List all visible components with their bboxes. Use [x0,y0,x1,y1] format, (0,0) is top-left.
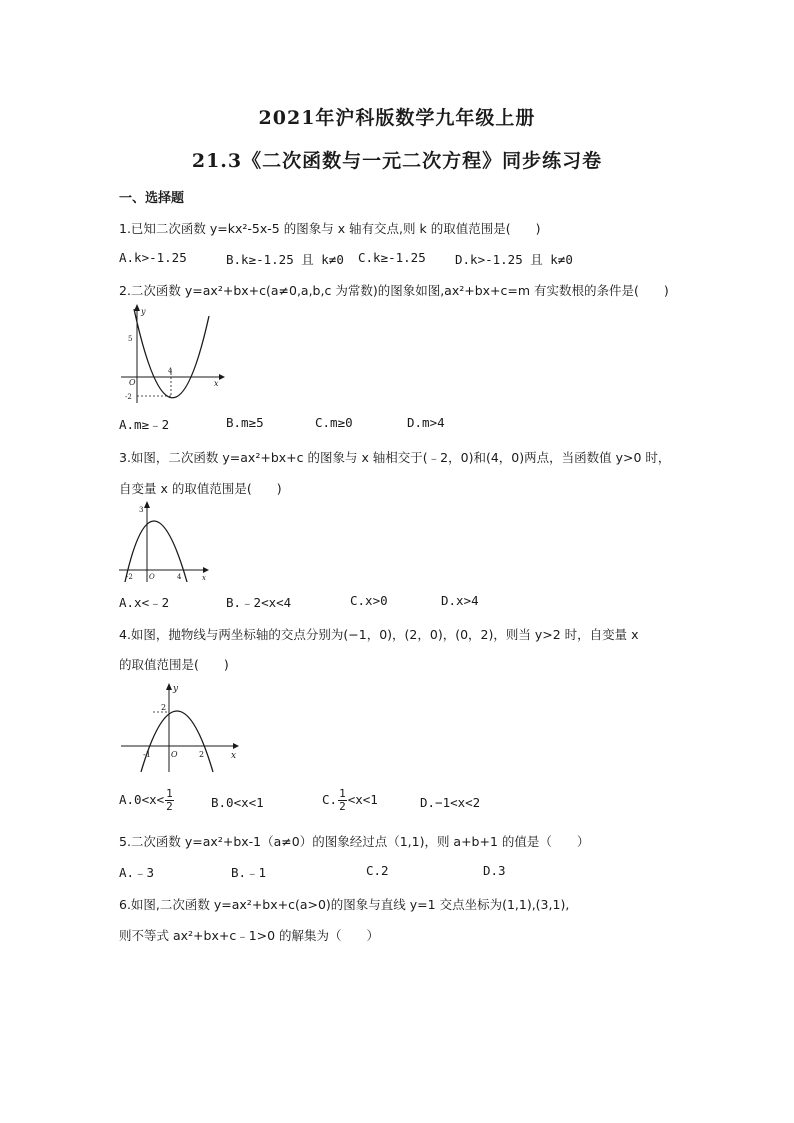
question-4-parabola-figure [117,680,243,776]
question-6-stem-line2: 则不等式 ax²+bx+c﹣1>0 的解集为（ ） [119,928,380,943]
y-tick-3: 3 [139,506,144,514]
question-2-option-d: D.m>4 [407,415,445,430]
question-5-option-c: C.2 [366,863,389,878]
x-axis-arrow-icon [203,567,209,573]
question-6-stem-line1: 6.如图,二次函数 y=ax²+bx+c(a>0)的图象与直线 y=1 交点坐标为(1,1),(3,1), [119,897,570,912]
question-2-option-c: C.m≥0 [315,415,353,430]
question-1-option-d: D.k>-1.25 且 k≠0 [455,252,573,267]
question-5-option-d: D.3 [483,863,506,878]
question-4-option-b: B.0<x<1 [211,795,264,810]
question-4-option-a: A.0<x< $\frac{1}{2}$ [119,787,173,813]
question-2-parabola-figure [117,303,225,407]
section-heading: 一、选择题 [119,191,185,206]
question-5-stem: 5.二次函数 y=ax²+bx-1（a≠0）的图象经过点（1,1)，则 a+b+1 的值是（ ） [119,834,590,849]
origin-label: O [171,750,178,759]
question-2-option-a: A.m≥﹣2 [119,417,170,432]
y-tick-5: 5 [128,335,133,343]
question-3-option-d: D.x>4 [441,593,479,608]
origin-label: O [149,573,155,581]
question-4-stem-line1: 4.如图，抛物线与两坐标轴的交点分别为(−1，0)，(2，0)，(0，2)，则当 y>2 时，自变量 x [119,627,639,642]
document-subtitle: 21.3《二次函数与一元二次方程》同步练习卷 [191,150,603,172]
x-axis-label: x [202,574,206,582]
question-5-option-b: B.﹣1 [231,865,267,880]
question-4-stem-line2: 的取值范围是( ) [119,657,229,672]
x-tick-2: 2 [199,750,205,759]
x-axis-label: x [214,379,219,388]
question-1-option-a: A.k>-1.25 [119,250,187,265]
x-axis-arrow-icon [233,743,239,749]
x-tick-neg2: -2 [126,573,133,581]
x-tick-4: 4 [177,573,182,581]
question-3-option-b: B.﹣2<x<4 [226,595,292,610]
y-axis-label: y [173,684,179,694]
parabola-curve [141,711,213,772]
y-axis-arrow-icon [134,304,140,311]
question-3-option-a: A.x<﹣2 [119,595,170,610]
question-3-option-c: C.x>0 [350,593,388,608]
fraction-one-half: $\frac{1}{2}$ [166,787,173,813]
x-axis-arrow-icon [219,374,225,380]
y-tick-2: 2 [161,703,167,712]
question-4-option-c: C. $\frac{1}{2}$ <x<1 [322,787,378,813]
question-3-stem-line2: 自变量 x 的取值范围是( ) [119,481,282,496]
origin-label: O [129,378,136,387]
question-2-stem: 2.二次函数 y=ax²+bx+c(a≠0,a,b,c 为常数)的图象如图,ax²+bx+c=m 有实数根的条件是( ) [119,283,669,298]
x-tick-neg1: -1 [143,750,151,759]
x-axis-label: x [231,751,237,761]
question-1-stem: 1.已知二次函数 y=kx²-5x-5 的图象与 x 轴有交点,则 k 的取值范围是( ) [119,221,541,236]
question-3-stem-line1: 3.如图，二次函数 y=ax²+bx+c 的图象与 x 轴相交于(﹣2，0)和(4，0)两点，当函数值 y>0 时， [119,450,671,465]
x-tick-4: 4 [168,367,173,375]
y-axis-label: y [141,307,146,316]
y-axis-arrow-icon [144,501,150,508]
y-tick-neg2: -2 [125,393,132,401]
question-1-option-b: B.k≥-1.25 且 k≠0 [226,252,344,267]
parabola-curve [134,309,209,398]
question-4-option-d: D.−1<x<2 [420,795,481,810]
question-3-parabola-figure [117,500,209,585]
question-2-option-b: B.m≥5 [226,415,264,430]
question-5-option-a: A.﹣3 [119,865,155,880]
fraction-one-half: $\frac{1}{2}$ [339,787,346,813]
document-title: 2021年沪科版数学九年级上册 [258,107,536,129]
question-1-option-c: C.k≥-1.25 [358,250,426,265]
y-axis-arrow-icon [166,683,172,690]
